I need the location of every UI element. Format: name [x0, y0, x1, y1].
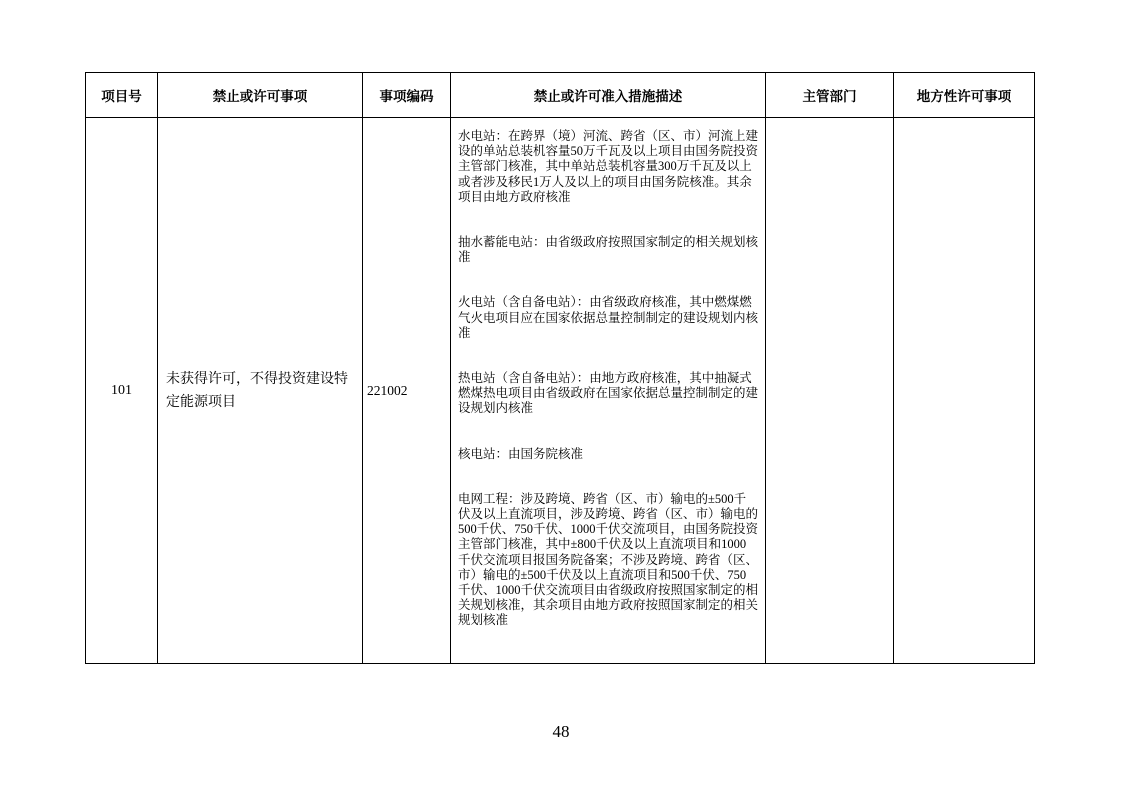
measure-paragraph-thermal: 火电站（含自备电站）：由省级政府核准，其中燃煤燃气火电项目应在国家依据总量控制制定的建设规划内核准	[458, 295, 759, 340]
measure-paragraph-pumped-storage: 抽水蓄能电站：由省级政府按照国家制定的相关规划核准	[458, 235, 759, 265]
header-measure-description: 禁止或许可准入措施描述	[451, 73, 766, 118]
header-item-code: 事项编码	[363, 73, 451, 118]
measure-paragraph-grid: 电网工程：涉及跨境、跨省（区、市）输电的±500千伏及以上直流项目，涉及跨境、跨省（区、市）输电的500千伏、750千伏、1000千伏交流项目，由国务院投资主管部门核准，其中±800千伏及以上直流项目和1000千伏交流项目报国务院备案；不涉及跨境、跨省（区、市）输电的±500千伏及以上直流项目和500千伏、750千伏、1000千伏交流项目由省级政府按照国家制定的相关规划核准，其余项目由地方政府按照国家制定的相关规划核准	[458, 491, 759, 628]
measure-paragraph-hydro: 水电站：在跨界（境）河流、跨省（区、市）河流上建设的单站总装机容量50万千瓦及以上项目由国务院投资主管部门核准，其中单站总装机容量300万千瓦及以上或者涉及移民1万人及以上的项目由国务院核准。其余项目由地方政府核准	[458, 129, 759, 204]
page-number: 48	[552, 722, 570, 741]
header-project-no: 项目号	[86, 73, 158, 118]
table-row	[86, 118, 1035, 664]
item-code-cell: 221002	[363, 118, 451, 664]
local-permit-cell	[894, 118, 1035, 664]
header-department: 主管部门	[766, 73, 894, 118]
header-local-permit-item: 地方性许可事项	[894, 73, 1035, 118]
item-name-cell: 未获得许可，不得投资建设特定能源项目	[158, 118, 363, 664]
measures-cell	[451, 118, 766, 664]
table-header-row	[86, 73, 1035, 118]
header-prohibit-permit-item: 禁止或许可事项	[158, 73, 363, 118]
measure-paragraph-cogeneration: 热电站（含自备电站）：由地方政府核准，其中抽凝式燃煤热电项目由省级政府在国家依据总量控制制定的建设规划内核准	[458, 371, 759, 416]
department-cell	[766, 118, 894, 664]
permit-items-table	[85, 72, 1035, 664]
project-no-cell: 101	[86, 118, 158, 664]
measure-paragraph-nuclear: 核电站：由国务院核准	[458, 446, 584, 461]
